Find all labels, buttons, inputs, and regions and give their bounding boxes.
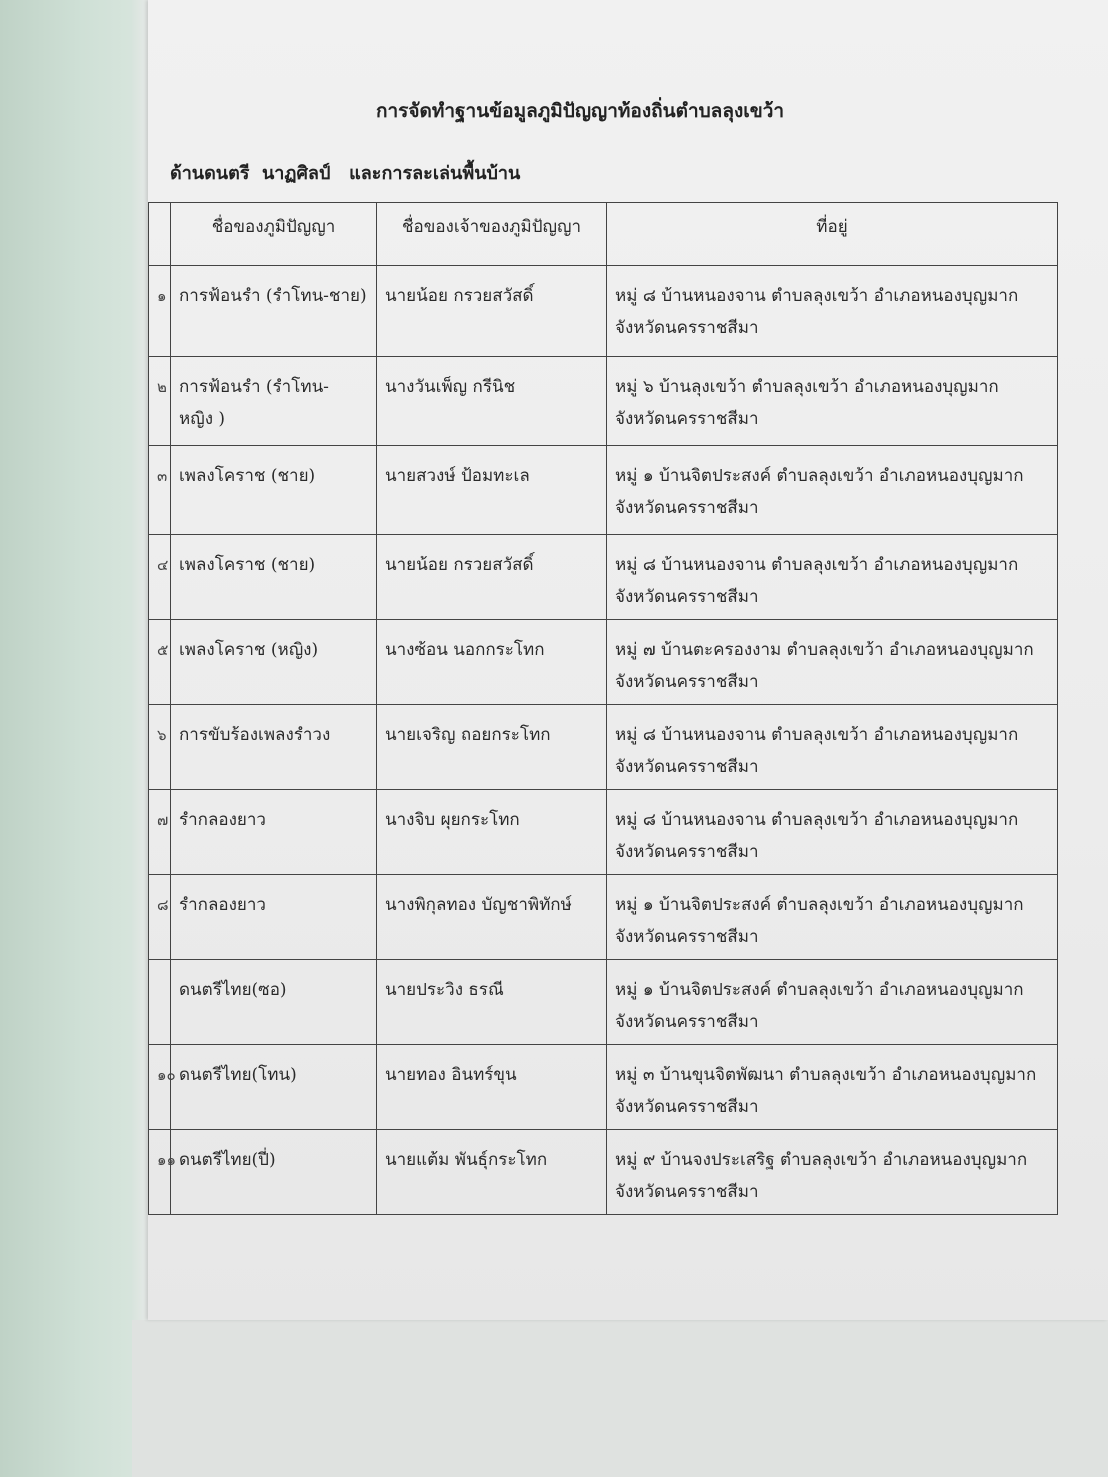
document-subtitle: ด้านดนตรี นาฏศิลป์ และการละเล่นพื้นบ้าน (170, 163, 521, 184)
row-wisdom-name: การฟ้อนรำ (รำโทน-ชาย) (171, 266, 377, 357)
row-number: ๕ (149, 620, 171, 705)
document-page (148, 0, 1108, 1320)
row-wisdom-name: ดนตรีไทย(โทน) (171, 1045, 377, 1130)
row-address: หมู่ ๘ บ้านหนองจาน ตำบลลุงเขว้า อำเภอหนองบุญมาก จังหวัดนครราชสีมา (607, 705, 1058, 790)
row-owner-name: นางจิบ ผุยกระโทก (377, 790, 607, 875)
table-row (149, 1045, 1058, 1130)
row-owner-name: นายประวิง ธรณี (377, 960, 607, 1045)
row-address: หมู่ ๓ บ้านขุนจิตพัฒนา ตำบลลุงเขว้า อำเภอหนองบุญมาก จังหวัดนครราชสีมา (607, 1045, 1058, 1130)
row-wisdom-name: เพลงโคราช (หญิง) (171, 620, 377, 705)
row-wisdom-name: รำกลองยาว (171, 875, 377, 960)
page-edge (132, 0, 148, 1320)
row-owner-name: นายน้อย กรวยสวัสดิ์ (377, 266, 607, 357)
row-owner-name: นายแต้ม พันธุ์กระโทก (377, 1130, 607, 1215)
row-wisdom-name: การฟ้อนรำ (รำโทน- หญิง ) (171, 357, 377, 446)
row-address: หมู่ ๑ บ้านจิตประสงค์ ตำบลลุงเขว้า อำเภอหนองบุญมาก จังหวัดนครราชสีมา (607, 960, 1058, 1045)
table-row (149, 960, 1058, 1045)
row-number: ๓ (149, 446, 171, 535)
page-underneath (132, 1320, 1108, 1477)
row-number: ๑๐ (149, 1045, 171, 1130)
row-owner-name: นายสวงษ์ ป้อมทะเล (377, 446, 607, 535)
row-address: หมู่ ๑ บ้านจิตประสงค์ ตำบลลุงเขว้า อำเภอหนองบุญมาก จังหวัดนครราชสีมา (607, 446, 1058, 535)
row-number: ๘ (149, 875, 171, 960)
row-number: ๔ (149, 535, 171, 620)
row-address: หมู่ ๘ บ้านหนองจาน ตำบลลุงเขว้า อำเภอหนองบุญมาก จังหวัดนครราชสีมา (607, 790, 1058, 875)
table-row (149, 535, 1058, 620)
table-row (149, 705, 1058, 790)
row-number (149, 960, 171, 1045)
table-row (149, 790, 1058, 875)
table-row (149, 446, 1058, 535)
row-owner-name: นายเจริญ ถอยกระโทก (377, 705, 607, 790)
row-wisdom-name: เพลงโคราช (ชาย) (171, 535, 377, 620)
table-row (149, 266, 1058, 357)
row-address: หมู่ ๘ บ้านหนองจาน ตำบลลุงเขว้า อำเภอหนองบุญมาก จังหวัดนครราชสีมา (607, 535, 1058, 620)
row-number: ๗ (149, 790, 171, 875)
row-number: ๑๑ (149, 1130, 171, 1215)
table-row (149, 1130, 1058, 1215)
table-header-row (149, 203, 1058, 266)
table-row (149, 620, 1058, 705)
row-number: ๑ (149, 266, 171, 357)
table-row (149, 875, 1058, 960)
header-name: ชื่อของภูมิปัญญา (171, 203, 377, 266)
row-owner-name: นางซ้อน นอกกระโทก (377, 620, 607, 705)
header-address: ที่อยู่ (607, 203, 1058, 266)
row-owner-name: นางพิกุลทอง บัญชาพิทักษ์ (377, 875, 607, 960)
row-number: ๖ (149, 705, 171, 790)
row-wisdom-name: การขับร้องเพลงรำวง (171, 705, 377, 790)
wisdom-table (148, 202, 1058, 1215)
row-wisdom-name: เพลงโคราช (ชาย) (171, 446, 377, 535)
row-wisdom-name: ดนตรีไทย(ซอ) (171, 960, 377, 1045)
row-wisdom-name: ดนตรีไทย(ปี่) (171, 1130, 377, 1215)
row-address: หมู่ ๖ บ้านลุงเขว้า ตำบลลุงเขว้า อำเภอหนองบุญมาก จังหวัดนครราชสีมา (607, 357, 1058, 446)
row-address: หมู่ ๘ บ้านหนองจาน ตำบลลุงเขว้า อำเภอหนองบุญมาก จังหวัดนครราชสีมา (607, 266, 1058, 357)
row-address: หมู่ ๑ บ้านจิตประสงค์ ตำบลลุงเขว้า อำเภอหนองบุญมาก จังหวัดนครราชสีมา (607, 875, 1058, 960)
row-wisdom-name: รำกลองยาว (171, 790, 377, 875)
row-number: ๒ (149, 357, 171, 446)
row-owner-name: นายน้อย กรวยสวัสดิ์ (377, 535, 607, 620)
row-owner-name: นางวันเพ็ญ กรีนิช (377, 357, 607, 446)
table-row (149, 357, 1058, 446)
document-title: การจัดทำฐานข้อมูลภูมิปัญญาท้องถิ่นตำบลลุงเขว้า (376, 100, 785, 122)
row-address: หมู่ ๙ บ้านจงประเสริฐ ตำบลลุงเขว้า อำเภอหนองบุญมาก จังหวัดนครราชสีมา (607, 1130, 1058, 1215)
header-number (149, 203, 171, 266)
row-owner-name: นายทอง อินทร์ขุน (377, 1045, 607, 1130)
binder-cover (0, 0, 150, 1477)
header-owner: ชื่อของเจ้าของภูมิปัญญา (377, 203, 607, 266)
row-address: หมู่ ๗ บ้านตะครองงาม ตำบลลุงเขว้า อำเภอหนองบุญมาก จังหวัดนครราชสีมา (607, 620, 1058, 705)
